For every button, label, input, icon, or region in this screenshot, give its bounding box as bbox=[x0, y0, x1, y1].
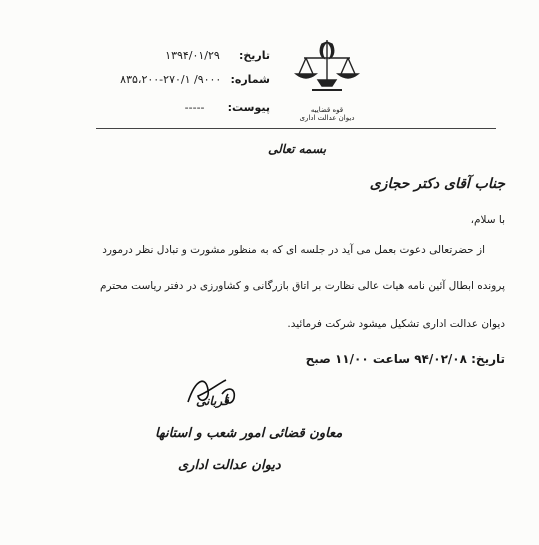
body-line-2: پرونده ابطال آئین نامه هیات عالی نظارت بر اتاق بازرگانی و کشاورزی در دفتر ریاست محترم bbox=[99, 280, 505, 292]
date-row bbox=[100, 44, 270, 63]
signature-title: معاون قضائی امور شعب و استانها bbox=[155, 426, 343, 441]
attachment-row bbox=[150, 96, 270, 115]
attachment-label: پیوست: bbox=[227, 101, 270, 114]
scales-icon bbox=[282, 36, 372, 98]
signature-name: قربانی bbox=[196, 394, 229, 408]
emblem-line-1: قوه قضاییه bbox=[310, 106, 344, 114]
number-row bbox=[112, 68, 270, 87]
judiciary-emblem bbox=[282, 36, 372, 126]
number-label: شماره: bbox=[230, 73, 270, 86]
bismillah: بسمه تعالی bbox=[268, 142, 327, 156]
addressee: جناب آقای دکتر حجازی bbox=[369, 176, 505, 192]
date-label: تاریخ: bbox=[238, 49, 270, 62]
body-line-1: از حضرتعالی دعوت بعمل می آید در جلسه ای که به منظور مشورت و تبادل نظر درمورد bbox=[102, 244, 485, 256]
meeting-datetime: تاریخ: ۹۴/۰۲/۰۸ ساعت ۱۱/۰۰ صبح bbox=[305, 352, 505, 366]
body-line-3: دیوان عدالت اداری تشکیل میشود شرکت فرمائید. bbox=[287, 318, 505, 330]
emblem-line-2: دیوان عدالت اداری bbox=[299, 114, 355, 122]
attachment-value: ----- bbox=[184, 101, 205, 114]
header-divider bbox=[96, 128, 496, 129]
greeting: با سلام، bbox=[470, 214, 505, 226]
number-value: ۹۰۰۰/ ۲۷۰/۱-۸۳۵،۲۰۰ bbox=[120, 73, 222, 86]
signature-org: دیوان عدالت اداری bbox=[178, 458, 281, 473]
date-value: ۱۳۹۴/۰۱/۲۹ bbox=[165, 49, 220, 62]
